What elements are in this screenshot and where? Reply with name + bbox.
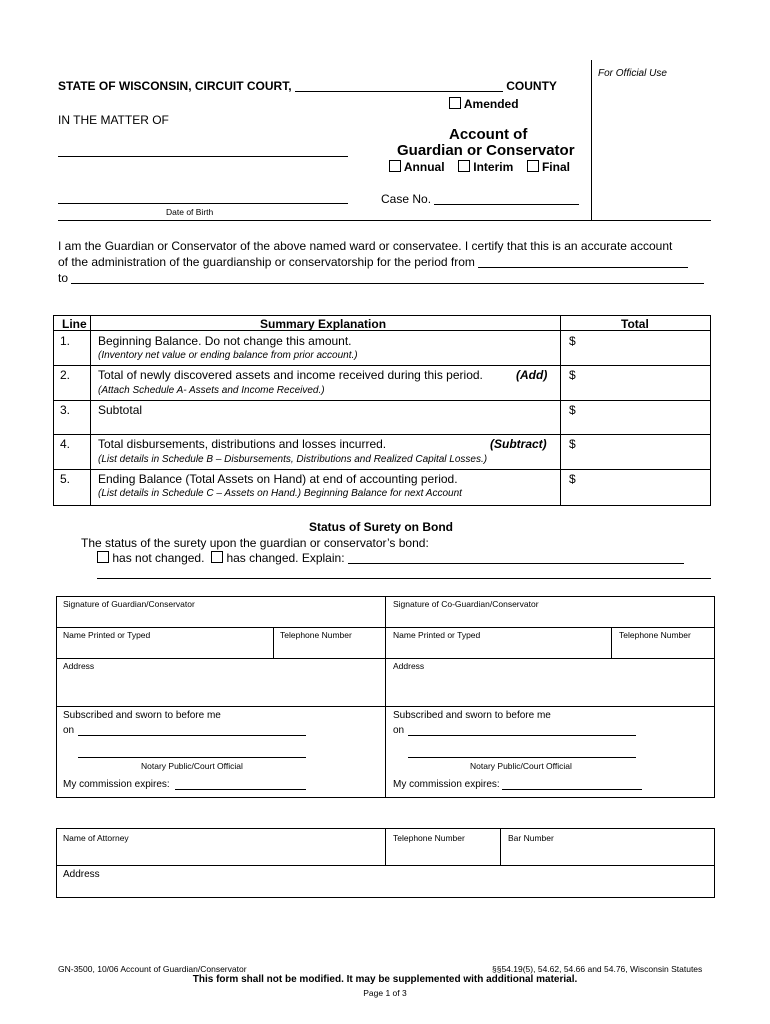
col-line-header: Line: [62, 317, 87, 331]
court-caption: [58, 79, 557, 93]
notary-signature-field[interactable]: [78, 757, 306, 758]
summary-col-divider-2: [560, 316, 561, 505]
county-label: COUNTY: [506, 79, 557, 93]
annual-checkbox[interactable]: [389, 160, 401, 172]
row-total-field[interactable]: $: [569, 437, 576, 451]
co-on-label: on: [393, 725, 405, 736]
row-note: (Attach Schedule A- Assets and Income Received.): [98, 385, 325, 396]
attorney-row-divider: [57, 865, 714, 866]
phone-divider-left: [273, 627, 274, 658]
interim-checkbox[interactable]: [458, 160, 470, 172]
telephone-label: Telephone Number: [280, 630, 352, 640]
county-name-field[interactable]: [295, 80, 503, 92]
certification-line3: [58, 271, 704, 285]
dob-label: Date of Birth: [166, 207, 214, 217]
row-text: Ending Balance (Total Assets on Hand) at end of accounting period.: [98, 472, 458, 486]
row-note: (List details in Schedule C – Assets on Hand.) Beginning Balance for next Account: [98, 488, 462, 499]
form-title-line1: Account of: [449, 126, 528, 143]
annual-label: Annual: [403, 160, 445, 174]
explain-field-line2[interactable]: [97, 578, 711, 579]
amended-option[interactable]: [449, 97, 519, 111]
on-label: on: [63, 725, 75, 736]
row-action: (Add): [516, 368, 548, 382]
co-subscribed-label: Subscribed and sworn to before me: [393, 710, 551, 721]
changed-checkbox[interactable]: [211, 551, 223, 563]
name-printed-label: Name Printed or Typed: [63, 630, 151, 640]
col-total-header: Total: [621, 317, 649, 331]
sig-coguardian-label: Signature of Co-Guardian/Conservator: [393, 599, 539, 609]
period-from-field[interactable]: [478, 256, 688, 268]
page-number: Page 1 of 3: [363, 988, 407, 998]
summary-row-divider-3: [54, 434, 710, 435]
header-divider: [58, 220, 711, 221]
attorney-name-label: Name of Attorney: [63, 833, 129, 843]
row-action: (Subtract): [490, 437, 547, 451]
row-text: Total of newly discovered assets and income received during this period.: [98, 368, 483, 382]
row-number: 4.: [60, 437, 71, 451]
phone-divider-right: [611, 627, 612, 658]
matter-label: IN THE MATTER OF: [58, 113, 169, 127]
summary-table: [53, 315, 711, 506]
address-label: Address: [63, 661, 95, 671]
row-text: Beginning Balance. Do not change this amount.: [98, 334, 352, 348]
signature-row-divider-3: [57, 706, 714, 707]
interim-label: Interim: [473, 160, 514, 174]
col-explanation-header: Summary Explanation: [260, 317, 387, 331]
subscribed-label: Subscribed and sworn to before me: [63, 710, 221, 721]
explain-field[interactable]: [348, 552, 684, 564]
co-name-printed-label: Name Printed or Typed: [393, 630, 481, 640]
summary-row-divider-2: [54, 400, 710, 401]
period-to-field[interactable]: [71, 272, 704, 284]
row-total-field[interactable]: $: [569, 334, 576, 348]
changed-label: has changed. Explain:: [226, 551, 345, 565]
not-changed-checkbox[interactable]: [97, 551, 109, 563]
account-type-options: [389, 160, 570, 174]
bar-number-label: Bar Number: [508, 833, 554, 843]
co-commission-label: My commission expires:: [393, 779, 500, 790]
row-number: 3.: [60, 403, 71, 417]
co-sworn-date-field[interactable]: [408, 735, 636, 736]
form-id: GN-3500, 10/06 Account of Guardian/Conservator: [58, 964, 247, 974]
case-number-label: Case No.: [381, 192, 432, 206]
certification-line1: I am the Guardian or Conservator of the above named ward or conservatee. I certify that this is an accurate account: [58, 239, 673, 253]
attorney-divider-2: [500, 829, 501, 865]
amended-label: Amended: [463, 97, 519, 111]
row-number: 1.: [60, 334, 71, 348]
case-number: [381, 192, 579, 206]
official-use-label: For Official Use: [598, 68, 667, 79]
row-total-field[interactable]: $: [569, 368, 576, 382]
official-use-divider: [591, 60, 592, 221]
surety-heading: Status of Surety on Bond: [309, 520, 453, 534]
row-note: (List details in Schedule B – Disbursements, Distributions and Realized Capital Losses.): [98, 454, 488, 465]
surety-options: [97, 551, 684, 565]
co-commission-field[interactable]: [502, 789, 642, 790]
sworn-date-field[interactable]: [78, 735, 306, 736]
period-from-label: of the administration of the guardianship or conservatorship for the period from: [58, 255, 475, 269]
dob-field[interactable]: [58, 203, 348, 204]
notary-label: Notary Public/Court Official: [141, 761, 243, 771]
final-label: Final: [541, 160, 570, 174]
row-total-field[interactable]: $: [569, 472, 576, 486]
surety-statement: The status of the surety upon the guardian or conservator’s bond:: [81, 536, 429, 550]
modification-notice: This form shall not be modified. It may be supplemented with additional material.: [192, 974, 578, 985]
row-note: (Inventory net value or ending balance from prior account.): [98, 350, 358, 361]
attorney-address-label: Address: [63, 869, 100, 880]
row-number: 2.: [60, 368, 71, 382]
co-telephone-label: Telephone Number: [619, 630, 691, 640]
amended-checkbox[interactable]: [449, 97, 461, 109]
co-notary-label: Notary Public/Court Official: [470, 761, 572, 771]
signature-row-divider-2: [57, 658, 714, 659]
co-address-label: Address: [393, 661, 425, 671]
period-to-label: to: [58, 271, 69, 285]
form-title-line2: Guardian or Conservator: [397, 142, 575, 159]
row-number: 5.: [60, 472, 71, 486]
signature-row-divider-1: [57, 627, 714, 628]
attorney-section: [56, 828, 715, 898]
court-prefix: STATE OF WISCONSIN, CIRCUIT COURT,: [58, 79, 292, 93]
row-text: Subtotal: [98, 403, 143, 417]
sig-guardian-label: Signature of Guardian/Conservator: [63, 599, 195, 609]
final-checkbox[interactable]: [527, 160, 539, 172]
attorney-divider-1: [385, 829, 386, 865]
row-text: Total disbursements, distributions and losses incurred.: [98, 437, 387, 451]
row-total-field[interactable]: $: [569, 403, 576, 417]
commission-label: My commission expires:: [63, 779, 170, 790]
attorney-telephone-label: Telephone Number: [393, 833, 465, 843]
matter-name-field[interactable]: [58, 156, 348, 157]
summary-col-divider-1: [90, 316, 91, 505]
summary-row-divider-1: [54, 365, 710, 366]
signature-section: [56, 596, 715, 798]
certification-line2: [58, 255, 688, 269]
summary-row-divider-4: [54, 469, 710, 470]
statutes: §§54.19(5), 54.62, 54.66 and 54.76, Wisconsin Statutes: [492, 964, 703, 974]
not-changed-label: has not changed.: [112, 551, 205, 565]
co-notary-signature-field[interactable]: [408, 757, 636, 758]
case-number-field[interactable]: [434, 193, 579, 205]
commission-field[interactable]: [175, 789, 306, 790]
